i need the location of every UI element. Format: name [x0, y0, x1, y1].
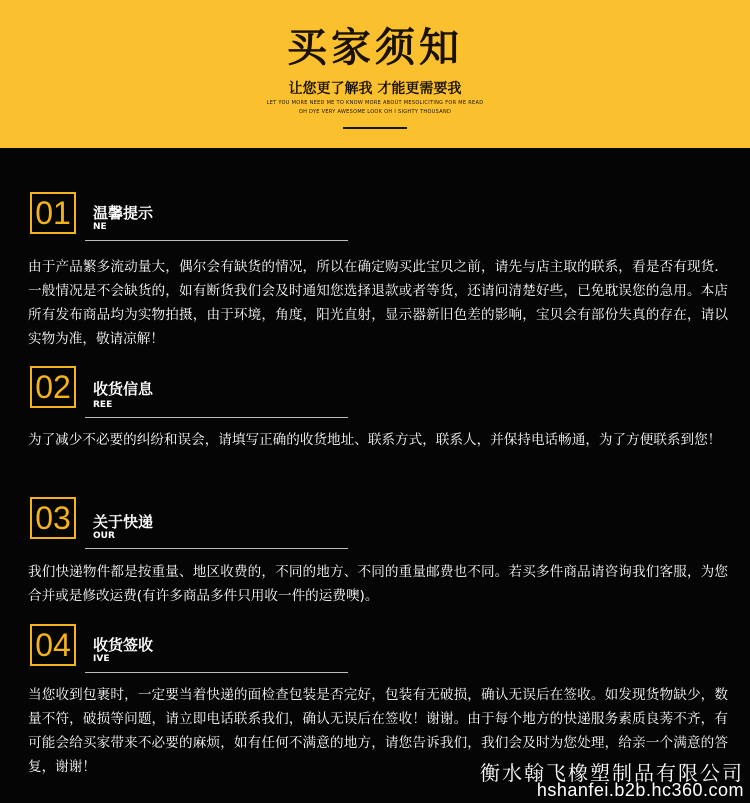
section-divider: [85, 672, 348, 673]
section-en-label: REE: [93, 400, 113, 410]
section-title: 收货签收: [93, 636, 154, 654]
section-body: 由于产品繁多流动量大，偶尔会有缺货的情况，所以在确定购买此宝贝之前，请先与店主取的联系，看是否有现货．一般情况是不会缺货的，如有断货我们会及时通知您选择退款或者等货，还请问清楚好些，已免耽误您的急用。本店所有发布商品均为实物拍摄，由于环境，角度，阳光直射，显示器新旧色差的影响，宝贝会有部份失真的存在，请以实物为准，敬请凉解！: [28, 259, 728, 347]
section-number-badge: 04: [30, 624, 76, 666]
section-title: 温馨提示: [93, 204, 154, 222]
english-tagline-line-2: OH DYE VERY AWESOME LOOK OH I SIGHTY THOUSAND: [298, 109, 452, 115]
section-body: 我们快递物件都是按重量、地区收费的，不同的地方、不同的重量邮费也不同。若买多件商品请咨询我们客服，为您合并或是修改运费(有许多商品多件只用收一件的运费噢)。: [28, 564, 728, 604]
section-title: 关于快递: [93, 513, 154, 531]
watermark-url: hshanfei.b2b.hc360.com: [536, 780, 744, 800]
section-body: 当您收到包裹时，一定要当着快递的面检查包装是否完好，包装有无破损，确认无误后在签收。如发现货物缺少，数量不符，破损等问题，请立即电话联系我们，确认无误后在签收！谢谢。由于每个地方的快递服务素质良莠不齐，有可能会给买家带来不必要的麻烦，如有任何不满意的地方，请您告诉我们，我们会及时为您处理，给亲一个满意的答复，谢谢！: [28, 687, 728, 775]
section-number-badge: 02: [30, 366, 76, 408]
section-divider: [85, 548, 348, 549]
section-title: 收货信息: [93, 380, 154, 398]
page-subtitle: 让您更了解我 才能更需要我: [288, 81, 462, 97]
section-divider: [85, 417, 348, 418]
section-divider: [85, 240, 348, 241]
section-number-badge: 03: [30, 497, 76, 539]
watermark-company: 衡水翰飞橡塑制品有限公司: [480, 763, 744, 785]
page-title: 买家须知: [287, 25, 463, 71]
section-en-label: OUR: [93, 531, 115, 541]
section-en-label: NE: [93, 222, 107, 232]
header-divider: [343, 127, 407, 129]
section-en-label: IVE: [93, 654, 110, 664]
section-number-badge: 01: [30, 192, 76, 234]
english-tagline: [230, 99, 520, 117]
english-tagline-line-1: LET YOU MORE NEED ME TO KNOW MORE ABOUT MESOLICITING FOR ME READ: [266, 100, 484, 106]
header-banner: [0, 0, 750, 148]
section-body: 为了减少不必要的纠纷和误会，请填写正确的收货地址、联系方式，联系人，并保持电话畅通，为了方便联系到您！: [28, 432, 722, 448]
